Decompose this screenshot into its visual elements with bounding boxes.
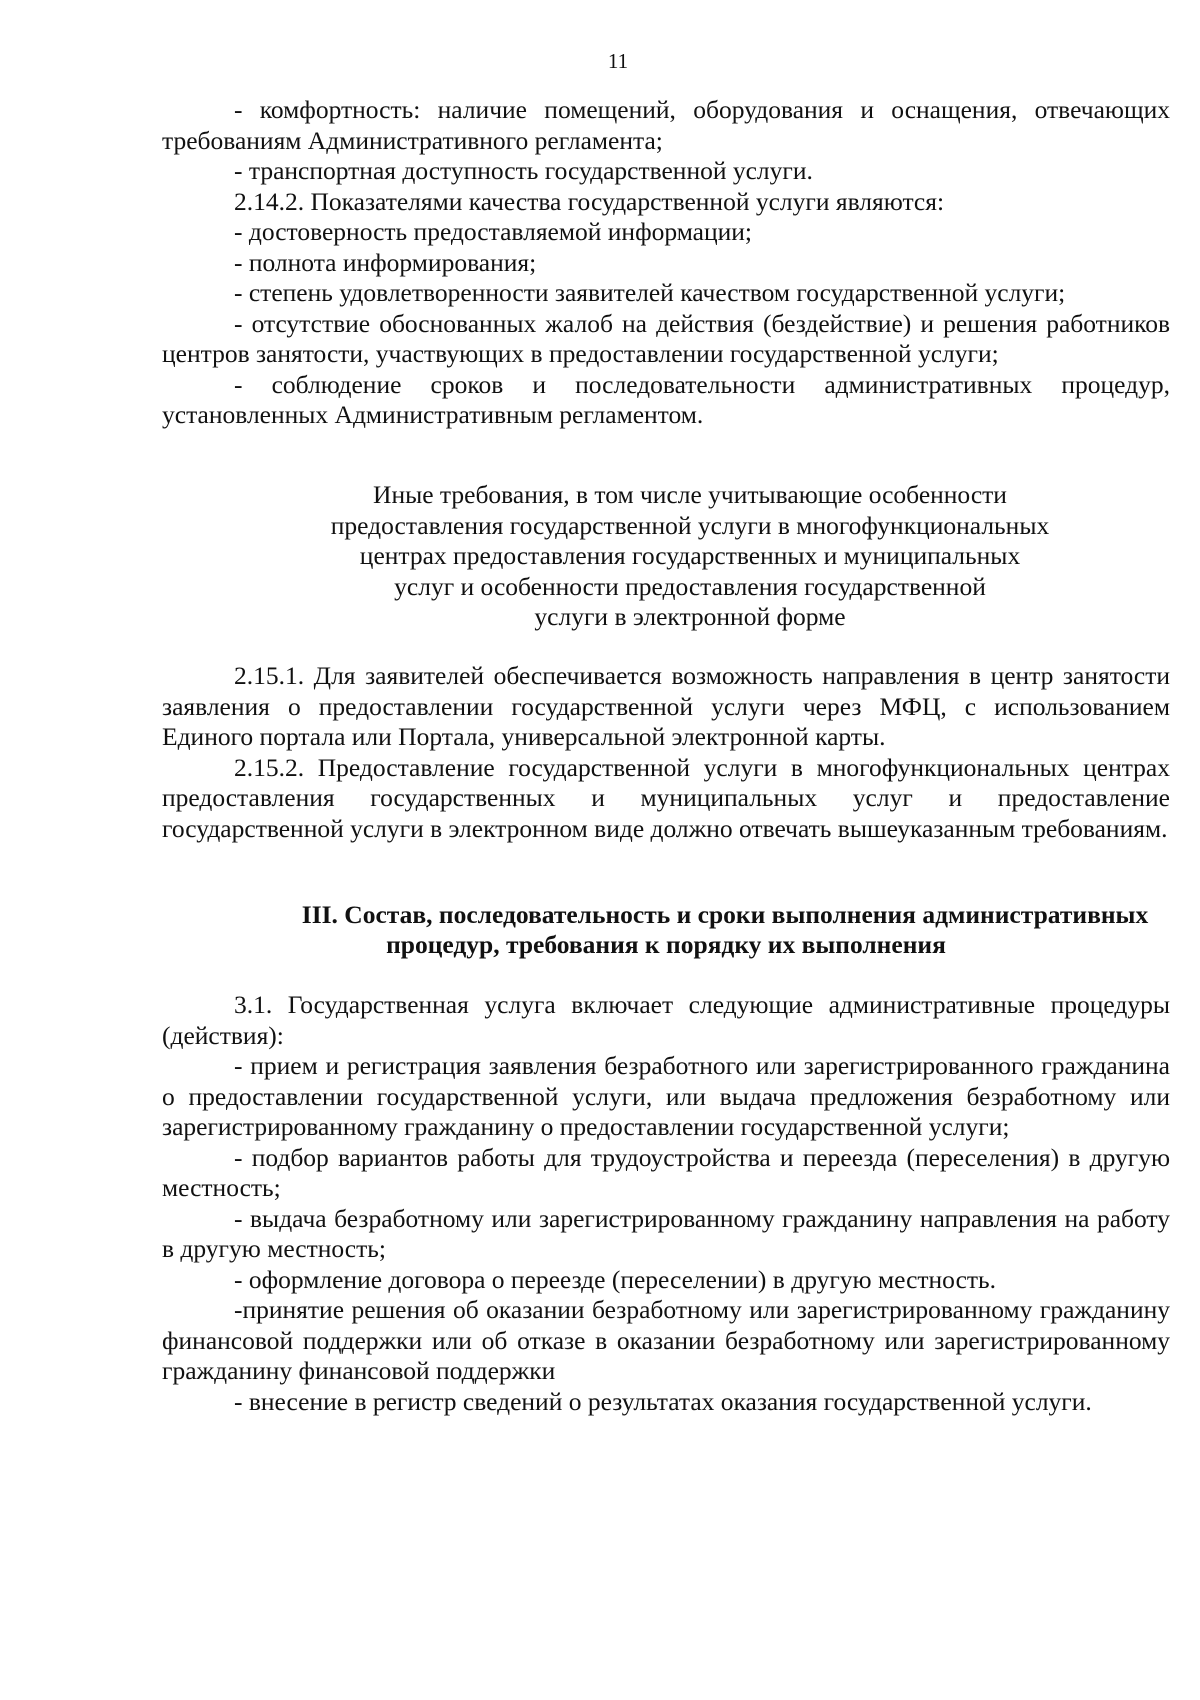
section-2-15-block [162, 661, 1170, 844]
paragraph-comfort: - комфортность: наличие помещений, оборудования и оснащения, отвечающих требованиям Административного регламента; [162, 95, 1170, 155]
paragraph-2-15-2: 2.15.2. Предоставление государственной услуги в многофункциональных центрах предоставления государственных и муниципальных услуг и предоставление государственной услуги в электронном виде должно отвечать вышеуказанным требованиям. [162, 752, 1170, 843]
procedures-block [162, 990, 1170, 1417]
paragraph-job-selection: - подбор вариантов работы для трудоустройства и переезда (переселения) в другую местность; [162, 1142, 1170, 1202]
page-number: 11 [607, 49, 629, 73]
paragraph-reliability: - достоверность предоставляемой информации; [234, 217, 753, 246]
paragraph-3-1: 3.1. Государственная услуга включает следующие административные процедуры (действия): [162, 990, 1170, 1050]
subheading-line: услуг и особенности предоставления государственной [394, 571, 986, 601]
paragraph-no-complaints: - отсутствие обоснованных жалоб на действия (бездействие) и решения работников центров занятости, участвующих в предоставлении государственной услуги; [162, 308, 1170, 368]
section-heading-line: III. Состав, последовательность и сроки выполнения административных [301, 900, 1149, 929]
paragraph-transport-access: - транспортная доступность государственной услуги. [234, 156, 813, 185]
paragraph-reception-registration: - прием и регистрация заявления безработного или зарегистрированного гражданина о предоставлении государственной услуги, или выдача предложения безработному или зарегистрированному гражданину о предоставлении государственной услуги; [162, 1051, 1170, 1141]
quality-indicators-block [162, 95, 1170, 431]
paragraph-register-entry: - внесение в регистр сведений о результатах оказания государственной услуги. [234, 1386, 1092, 1416]
paragraph-relocation-contract: - оформление договора о переезде (переселении) в другую местность. [234, 1264, 997, 1294]
paragraph-2-15-1: 2.15.1. Для заявителей обеспечивается возможность направления в центр занятости заявления о предоставлении государственной услуги через МФЦ, с использованием Единого портала или Портала, универсальной электронной карты. [162, 661, 1170, 751]
section-heading-iii [162, 900, 1170, 960]
subheading-line: Иные требования, в том числе учитывающие особенности [373, 480, 1007, 509]
subheading-line: предоставления государственной услуги в многофункциональных [330, 510, 1050, 540]
section-heading-line: процедур, требования к порядку их выполнения [386, 930, 946, 959]
subheading-other-requirements [162, 480, 1200, 633]
paragraph-completeness: - полнота информирования; [234, 247, 537, 277]
paragraph-2-14-2: 2.14.2. Показателями качества государственной услуги являются: [234, 186, 945, 216]
paragraph-deadlines: - соблюдение сроков и последовательности административных процедур, установленных Административным регламентом. [162, 369, 1170, 429]
subheading-line: услуги в электронной форме [534, 602, 846, 631]
subheading-line: центрах предоставления государственных и муниципальных [359, 541, 1021, 570]
paragraph-satisfaction: - степень удовлетворенности заявителей качеством государственной услуги; [234, 278, 1066, 307]
paragraph-financial-support-decision: -принятие решения об оказании безработному или зарегистрированному гражданину финансовой поддержки или об отказе в оказании безработному или зарегистрированному гражданину финансовой поддержки [162, 1295, 1170, 1385]
paragraph-referral-issue: - выдача безработному или зарегистрированному гражданину направления на работу в другую местность; [162, 1203, 1170, 1263]
